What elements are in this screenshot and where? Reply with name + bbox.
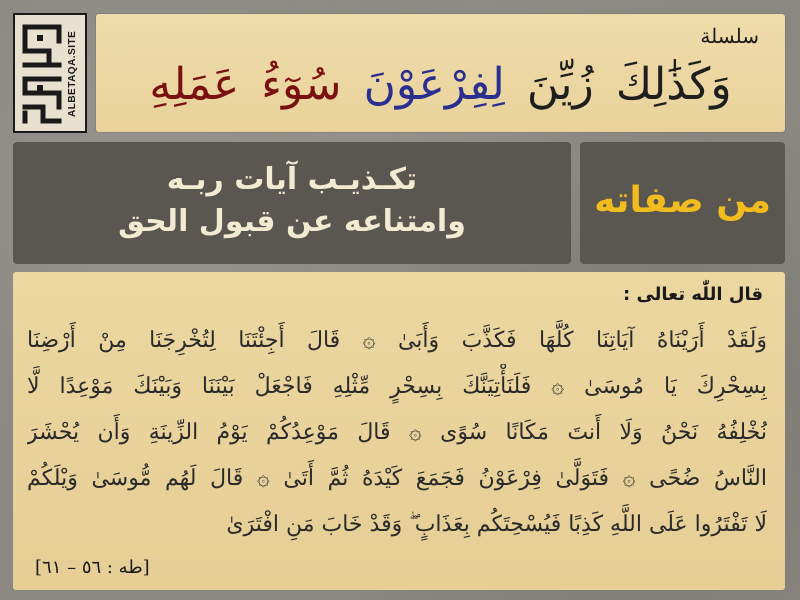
title-word: وَكَذَٰلِكَ xyxy=(615,59,732,110)
page-title xyxy=(118,50,763,120)
trait-label-panel xyxy=(580,142,785,264)
verse-reference: [طه : ٥٦ – ٦١] xyxy=(35,557,150,578)
verse-line: لَا تَفْتَرُوا عَلَى اللَّهِ كَذِبًا فَيُسْحِتَكُم بِعَذَابٍ ۖ وَقَدْ خَابَ مَنِ افْتَرَىٰ xyxy=(226,512,767,537)
logo-calligraphy-mark xyxy=(19,21,65,127)
trait-label: من صفاته xyxy=(594,180,771,221)
trait-description-line: تكـذيـب آيات ربـه xyxy=(166,162,418,197)
verse-line: وَلَقَدْ أَرَيْنَاهُ آيَاتِنَا كُلَّهَا فَكَذَّبَ وَأَبَىٰ ۞ قَالَ أَجِئْتَنَا لِتُخْرِجَنَا مِنْ أَرْضِنَا xyxy=(27,328,767,353)
verse-panel xyxy=(13,272,785,590)
verse-line: بِسِحْرِكَ يَا مُوسَىٰ ۞ فَلَنَأْتِيَنَّكَ بِسِحْرٍ مِّثْلِهِ فَاجْعَلْ بَيْنَنَا وَبَيْنَكَ مَوْعِدًا لَّا xyxy=(27,374,767,399)
title-word: زُيِّنَ xyxy=(526,59,594,110)
albetaqa-logo xyxy=(13,13,87,133)
series-label: سلسلة xyxy=(700,24,759,48)
trait-description-line: وامتناعه عن قبول الحق xyxy=(118,204,466,239)
logo-site-text: ALBETAQA.SITE xyxy=(67,30,78,118)
verse-line: نُخْلِفُهُ نَحْنُ وَلَا أَنتَ مَكَانًا سُوًى ۞ قَالَ مَوْعِدُكُمْ يَوْمُ الزِّينَةِ وَأَن يُحْشَرَ xyxy=(27,420,767,445)
header-panel xyxy=(96,14,785,132)
title-word: لِفِرْعَوْنَ xyxy=(363,59,505,110)
verse-text xyxy=(27,318,767,548)
verse-intro: قال اللّٰه تعالى : xyxy=(622,284,763,305)
verse-line: النَّاسُ ضُحًى ۞ فَتَوَلَّىٰ فِرْعَوْنُ فَجَمَعَ كَيْدَهُ ثُمَّ أَتَىٰ ۞ قَالَ لَهُم مُّوسَىٰ وَيْلَكُمْ xyxy=(27,466,767,491)
title-word: سُوٓءُ xyxy=(261,59,342,110)
title-word: عَمَلِهِ xyxy=(149,59,240,110)
trait-description-panel xyxy=(13,142,571,264)
